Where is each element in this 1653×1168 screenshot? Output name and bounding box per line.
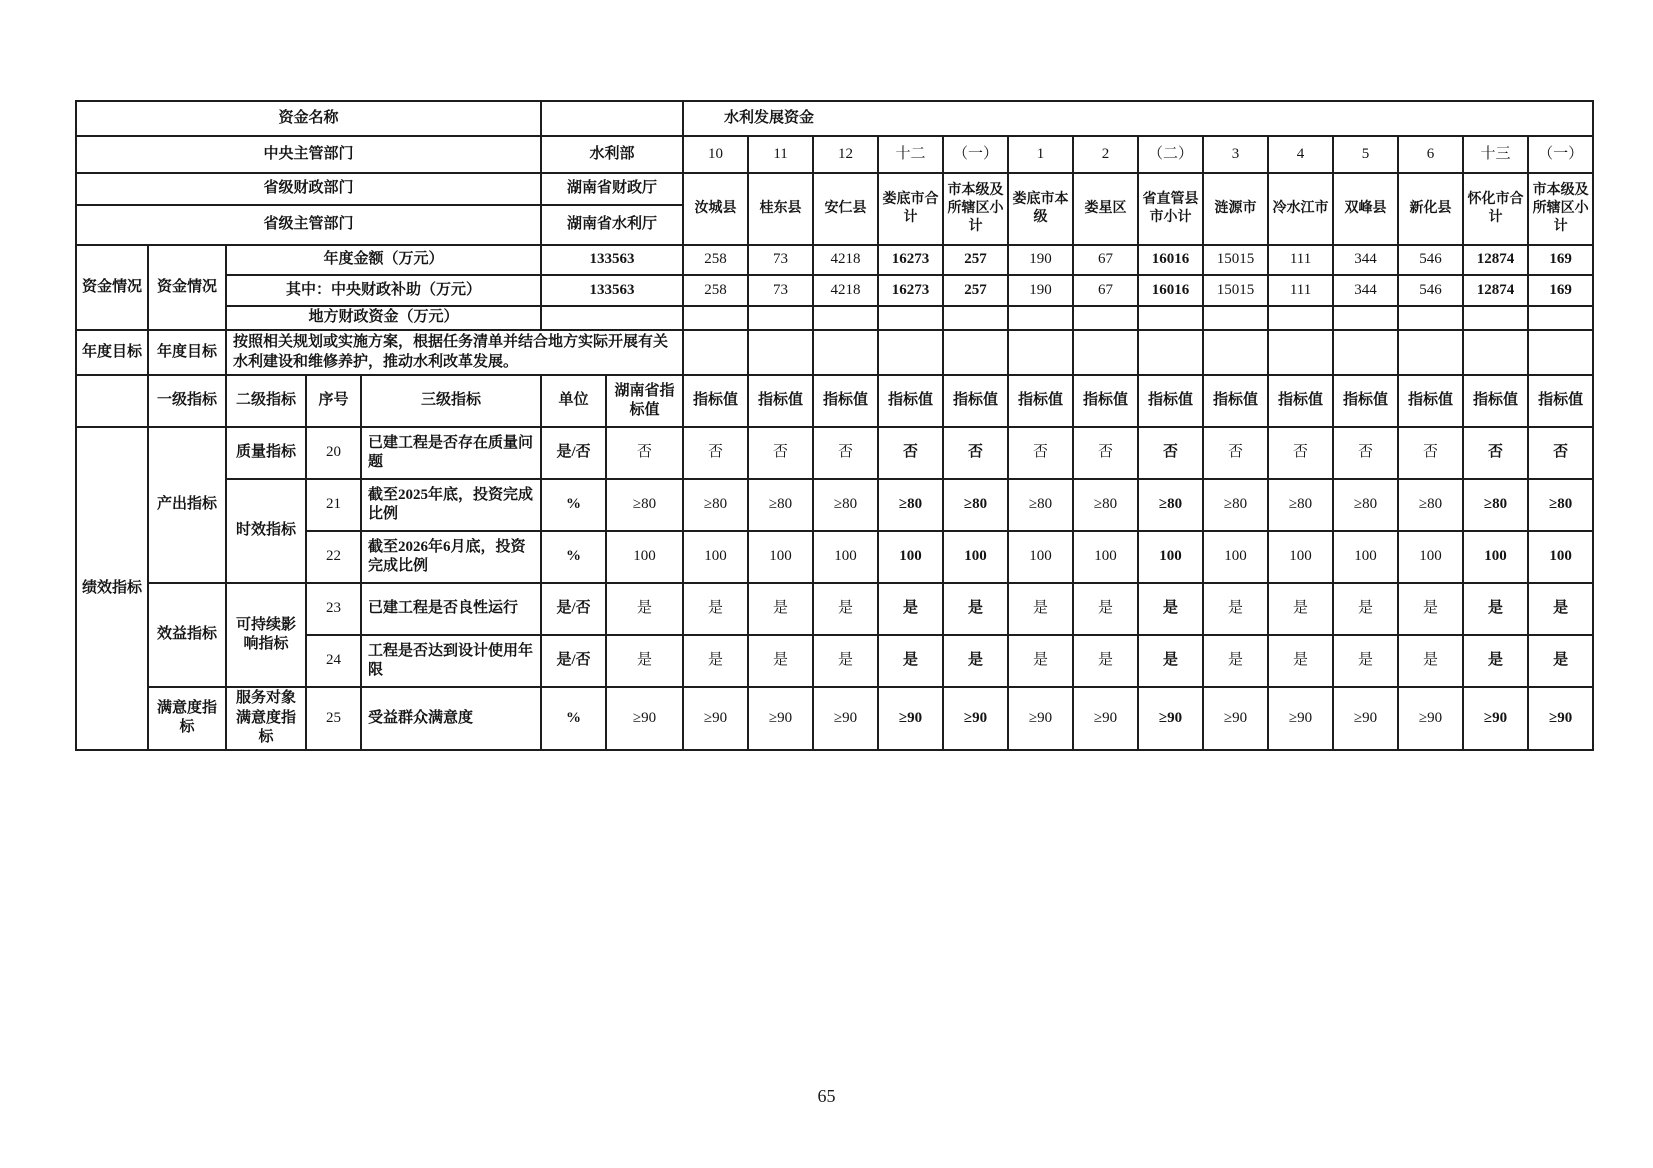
annual-goal-empty-cell — [1463, 330, 1528, 375]
indicator-value-cell: 否 — [1398, 427, 1463, 479]
column-number-cell: 10 — [683, 136, 748, 173]
seq-cell: 22 — [306, 531, 361, 583]
central-subsidy-value-cell: 16273 — [878, 275, 943, 306]
fund-name-spacer — [541, 101, 683, 136]
level2-timeliness-label: 时效指标 — [226, 479, 306, 583]
province-target-value: 否 — [606, 427, 683, 479]
central-subsidy-value-cell: 67 — [1073, 275, 1138, 306]
indicator-value-cell: 100 — [1138, 531, 1203, 583]
local-fund-province-value — [541, 306, 683, 330]
indicator-value-header-cell: 指标值 — [878, 375, 943, 427]
unit-cell: 是/否 — [541, 427, 606, 479]
indicator-value-header-cell: 指标值 — [1463, 375, 1528, 427]
column-number-cell: 2 — [1073, 136, 1138, 173]
province-target-value: ≥80 — [606, 479, 683, 531]
indicator-value-cell: 是 — [1138, 583, 1203, 635]
annual-goal-sub-label: 年度目标 — [148, 330, 226, 375]
indicator-value-cell: ≥90 — [1138, 687, 1203, 750]
indicator-value-cell: 是 — [1268, 583, 1333, 635]
indicator-value-cell: ≥80 — [813, 479, 878, 531]
indicator-value-cell: 是 — [1463, 583, 1528, 635]
central-subsidy-value-cell: 16016 — [1138, 275, 1203, 306]
indicator-value-cell: 是 — [943, 635, 1008, 687]
indicator-value-cell: 是 — [1528, 635, 1593, 687]
indicator-value-cell: 否 — [1008, 427, 1073, 479]
level1-header: 一级指标 — [148, 375, 226, 427]
annual-amount-value-cell: 16273 — [878, 245, 943, 275]
column-number-cell: 6 — [1398, 136, 1463, 173]
unit-cell: 是/否 — [541, 635, 606, 687]
annual-goal-empty-cell — [1138, 330, 1203, 375]
indicator-name: 已建工程是否良性运行 — [361, 583, 541, 635]
indicator-value-cell: 100 — [748, 531, 813, 583]
indicator-value-cell: 是 — [1203, 635, 1268, 687]
indicator-name: 截至2026年6月底，投资完成比例 — [361, 531, 541, 583]
level1-satisfaction-label: 满意度指标 — [148, 687, 226, 750]
indicator-value-cell: ≥80 — [943, 479, 1008, 531]
indicator-value-cell: 100 — [683, 531, 748, 583]
indicator-value-cell: 是 — [748, 635, 813, 687]
indicator-value-cell: ≥90 — [1008, 687, 1073, 750]
prov-finance-label: 省级财政部门 — [76, 173, 541, 205]
annual-goal-empty-cell — [1008, 330, 1073, 375]
indicator-value-cell: 是 — [683, 583, 748, 635]
annual-goal-group-label: 年度目标 — [76, 330, 148, 375]
seq-header: 序号 — [306, 375, 361, 427]
indicator-value-cell: ≥90 — [1203, 687, 1268, 750]
indicator-value-cell: 是 — [1073, 583, 1138, 635]
central-dept-label: 中央主管部门 — [76, 136, 541, 173]
local-fund-value-cell — [1463, 306, 1528, 330]
central-subsidy-value-cell: 169 — [1528, 275, 1593, 306]
level2-service-satisfaction-label: 服务对象满意度指标 — [226, 687, 306, 750]
indicator-value-cell: ≥90 — [1268, 687, 1333, 750]
annual-amount-value-cell: 111 — [1268, 245, 1333, 275]
central-subsidy-value-cell: 73 — [748, 275, 813, 306]
local-fund-value-cell — [1138, 306, 1203, 330]
central-subsidy-value-cell: 257 — [943, 275, 1008, 306]
local-fund-value-cell — [748, 306, 813, 330]
performance-group-label: 绩效指标 — [76, 427, 148, 750]
column-number-cell: 11 — [748, 136, 813, 173]
annual-goal-empty-cell — [943, 330, 1008, 375]
indicator-value-cell: ≥80 — [1073, 479, 1138, 531]
indicator-value-cell: 否 — [1333, 427, 1398, 479]
indicator-name: 已建工程是否存在质量问题 — [361, 427, 541, 479]
level1-output-label: 产出指标 — [148, 427, 226, 583]
indicator-value-cell: ≥90 — [1333, 687, 1398, 750]
indicator-value-cell: ≥90 — [748, 687, 813, 750]
level1-benefit-label: 效益指标 — [148, 583, 226, 687]
prov-dept-label: 省级主管部门 — [76, 205, 541, 245]
province-target-value: 100 — [606, 531, 683, 583]
central-subsidy-province-value: 133563 — [541, 275, 683, 306]
indicator-value-cell: 100 — [1008, 531, 1073, 583]
indicator-value-header-cell: 指标值 — [1398, 375, 1463, 427]
indicator-value-cell: 是 — [683, 635, 748, 687]
annual-goal-empty-cell — [683, 330, 748, 375]
province-target-value: ≥90 — [606, 687, 683, 750]
indicator-value-header-cell: 指标值 — [1008, 375, 1073, 427]
performance-indicator-table — [75, 100, 1594, 751]
funding-group-label: 资金情况 — [76, 245, 148, 330]
local-fund-value-cell — [878, 306, 943, 330]
indicator-value-header-cell: 指标值 — [1268, 375, 1333, 427]
column-name-cell: 市本级及所辖区小计 — [1528, 173, 1593, 245]
indicator-value-cell: 否 — [813, 427, 878, 479]
province-target-value: 是 — [606, 635, 683, 687]
annual-goal-empty-cell — [1268, 330, 1333, 375]
unit-cell: % — [541, 479, 606, 531]
indicator-value-cell: 是 — [813, 583, 878, 635]
column-number-cell: 3 — [1203, 136, 1268, 173]
annual-amount-province-value: 133563 — [541, 245, 683, 275]
indicator-value-cell: ≥80 — [748, 479, 813, 531]
annual-goal-empty-cell — [1398, 330, 1463, 375]
indicator-value-cell: 是 — [1398, 583, 1463, 635]
indicator-value-cell: 是 — [878, 635, 943, 687]
indicator-value-cell: ≥80 — [1463, 479, 1528, 531]
annual-goal-empty-cell — [1203, 330, 1268, 375]
annual-goal-empty-cell — [1073, 330, 1138, 375]
column-name-cell: 冷水江市 — [1268, 173, 1333, 245]
indicator-value-header-cell: 指标值 — [1203, 375, 1268, 427]
column-number-cell: 4 — [1268, 136, 1333, 173]
indicator-value-cell: 100 — [1528, 531, 1593, 583]
central-subsidy-label: 其中：中央财政补助（万元） — [226, 275, 541, 306]
column-name-cell: 汝城县 — [683, 173, 748, 245]
central-subsidy-value-cell: 4218 — [813, 275, 878, 306]
column-name-cell: 安仁县 — [813, 173, 878, 245]
indicator-value-cell: 否 — [878, 427, 943, 479]
indicator-value-cell: 否 — [748, 427, 813, 479]
level2-sustainability-label: 可持续影响指标 — [226, 583, 306, 687]
indicator-value-header-cell: 指标值 — [683, 375, 748, 427]
annual-goal-text: 按照相关规划或实施方案，根据任务清单并结合地方实际开展有关水利建设和维修养护，推动水利改革发展。 — [226, 330, 683, 375]
column-number-cell: 十二 — [878, 136, 943, 173]
indicator-header-spacer — [76, 375, 148, 427]
indicator-value-cell: 是 — [1463, 635, 1528, 687]
column-name-cell: 涟源市 — [1203, 173, 1268, 245]
central-subsidy-value-cell: 15015 — [1203, 275, 1268, 306]
indicator-value-cell: 是 — [1268, 635, 1333, 687]
central-subsidy-value-cell: 111 — [1268, 275, 1333, 306]
indicator-value-header-cell: 指标值 — [1333, 375, 1398, 427]
local-fund-value-cell — [1268, 306, 1333, 330]
indicator-value-cell: ≥80 — [1333, 479, 1398, 531]
indicator-value-cell: ≥90 — [683, 687, 748, 750]
column-number-cell: 1 — [1008, 136, 1073, 173]
indicator-value-cell: 100 — [1203, 531, 1268, 583]
indicator-value-cell: ≥90 — [1073, 687, 1138, 750]
local-fund-value-cell — [1203, 306, 1268, 330]
indicator-value-cell: 是 — [1138, 635, 1203, 687]
province-target-value: 是 — [606, 583, 683, 635]
seq-cell: 23 — [306, 583, 361, 635]
indicator-value-cell: 是 — [813, 635, 878, 687]
indicator-value-cell: 是 — [1333, 583, 1398, 635]
province-target-header: 湖南省指标值 — [606, 375, 683, 427]
indicator-value-cell: 是 — [1528, 583, 1593, 635]
local-fund-label: 地方财政资金（万元） — [226, 306, 541, 330]
seq-cell: 21 — [306, 479, 361, 531]
indicator-value-cell: 是 — [943, 583, 1008, 635]
indicator-value-header-cell: 指标值 — [1138, 375, 1203, 427]
annual-amount-value-cell: 169 — [1528, 245, 1593, 275]
indicator-name: 工程是否达到设计使用年限 — [361, 635, 541, 687]
indicator-value-cell: 是 — [1398, 635, 1463, 687]
central-subsidy-value-cell: 546 — [1398, 275, 1463, 306]
indicator-value-cell: ≥80 — [1138, 479, 1203, 531]
annual-goal-empty-cell — [748, 330, 813, 375]
seq-cell: 20 — [306, 427, 361, 479]
column-number-cell: （一） — [943, 136, 1008, 173]
indicator-value-cell: ≥80 — [1528, 479, 1593, 531]
annual-amount-value-cell: 258 — [683, 245, 748, 275]
central-subsidy-value-cell: 190 — [1008, 275, 1073, 306]
local-fund-value-cell — [1398, 306, 1463, 330]
annual-goal-empty-cell — [878, 330, 943, 375]
indicator-value-cell: 是 — [1008, 635, 1073, 687]
annual-amount-value-cell: 12874 — [1463, 245, 1528, 275]
indicator-value-cell: 是 — [1008, 583, 1073, 635]
indicator-value-cell: 否 — [1138, 427, 1203, 479]
column-name-cell: 桂东县 — [748, 173, 813, 245]
indicator-value-cell: 100 — [1268, 531, 1333, 583]
indicator-value-cell: 否 — [1528, 427, 1593, 479]
annual-goal-empty-cell — [1333, 330, 1398, 375]
column-number-cell: 5 — [1333, 136, 1398, 173]
indicator-value-header-cell: 指标值 — [943, 375, 1008, 427]
prov-finance-value: 湖南省财政厅 — [541, 173, 683, 205]
unit-cell: % — [541, 687, 606, 750]
indicator-value-cell: 是 — [878, 583, 943, 635]
indicator-value-cell: ≥80 — [1203, 479, 1268, 531]
indicator-value-cell: 是 — [1073, 635, 1138, 687]
indicator-value-cell: ≥80 — [1398, 479, 1463, 531]
unit-cell: % — [541, 531, 606, 583]
indicator-value-cell: ≥80 — [683, 479, 748, 531]
annual-amount-value-cell: 344 — [1333, 245, 1398, 275]
indicator-value-cell: ≥80 — [1008, 479, 1073, 531]
local-fund-value-cell — [683, 306, 748, 330]
seq-cell: 25 — [306, 687, 361, 750]
indicator-value-cell: 否 — [1463, 427, 1528, 479]
indicator-value-cell: 100 — [1333, 531, 1398, 583]
fund-name-value: 水利发展资金 — [683, 101, 1593, 136]
annual-amount-value-cell: 546 — [1398, 245, 1463, 275]
column-name-cell: 市本级及所辖区小计 — [943, 173, 1008, 245]
column-name-cell: 省直管县市小计 — [1138, 173, 1203, 245]
indicator-value-cell: 100 — [878, 531, 943, 583]
indicator-value-cell: ≥90 — [1528, 687, 1593, 750]
indicator-name: 截至2025年底，投资完成比例 — [361, 479, 541, 531]
indicator-value-cell: ≥90 — [878, 687, 943, 750]
indicator-value-cell: 否 — [1268, 427, 1333, 479]
central-subsidy-value-cell: 344 — [1333, 275, 1398, 306]
annual-amount-value-cell: 73 — [748, 245, 813, 275]
indicator-value-header-cell: 指标值 — [748, 375, 813, 427]
indicator-value-cell: 否 — [683, 427, 748, 479]
column-name-cell: 怀化市合计 — [1463, 173, 1528, 245]
annual-amount-value-cell: 190 — [1008, 245, 1073, 275]
indicator-value-cell: 100 — [1463, 531, 1528, 583]
annual-amount-label: 年度金额（万元） — [226, 245, 541, 275]
indicator-value-cell: ≥90 — [813, 687, 878, 750]
column-name-cell: 娄星区 — [1073, 173, 1138, 245]
local-fund-value-cell — [813, 306, 878, 330]
indicator-value-cell: ≥90 — [943, 687, 1008, 750]
annual-amount-value-cell: 67 — [1073, 245, 1138, 275]
annual-amount-value-cell: 4218 — [813, 245, 878, 275]
indicator-value-header-cell: 指标值 — [1073, 375, 1138, 427]
indicator-value-cell: ≥90 — [1398, 687, 1463, 750]
column-number-cell: （一） — [1528, 136, 1593, 173]
indicator-value-cell: 100 — [1398, 531, 1463, 583]
indicator-value-cell: 100 — [1073, 531, 1138, 583]
column-name-cell: 娄底市本级 — [1008, 173, 1073, 245]
indicator-value-cell: 是 — [1333, 635, 1398, 687]
indicator-value-cell: ≥80 — [878, 479, 943, 531]
local-fund-value-cell — [1073, 306, 1138, 330]
indicator-value-cell: 100 — [943, 531, 1008, 583]
unit-cell: 是/否 — [541, 583, 606, 635]
local-fund-value-cell — [1333, 306, 1398, 330]
central-dept-value: 水利部 — [541, 136, 683, 173]
indicator-value-cell: ≥80 — [1268, 479, 1333, 531]
column-number-cell: 十三 — [1463, 136, 1528, 173]
indicator-value-cell: 否 — [1203, 427, 1268, 479]
level3-header: 三级指标 — [361, 375, 541, 427]
annual-goal-empty-cell — [813, 330, 878, 375]
indicator-value-header-cell: 指标值 — [813, 375, 878, 427]
indicator-value-cell: 是 — [748, 583, 813, 635]
column-name-cell: 娄底市合计 — [878, 173, 943, 245]
indicator-value-cell: 否 — [943, 427, 1008, 479]
annual-goal-empty-cell — [1528, 330, 1593, 375]
unit-header: 单位 — [541, 375, 606, 427]
column-name-cell: 双峰县 — [1333, 173, 1398, 245]
funding-sub-label: 资金情况 — [148, 245, 226, 330]
level2-quality-label: 质量指标 — [226, 427, 306, 479]
indicator-value-cell: 100 — [813, 531, 878, 583]
annual-amount-value-cell: 15015 — [1203, 245, 1268, 275]
column-name-cell: 新化县 — [1398, 173, 1463, 245]
indicator-value-header-cell: 指标值 — [1528, 375, 1593, 427]
level2-header: 二级指标 — [226, 375, 306, 427]
indicator-value-cell: 否 — [1073, 427, 1138, 479]
prov-dept-value: 湖南省水利厅 — [541, 205, 683, 245]
local-fund-value-cell — [943, 306, 1008, 330]
indicator-value-cell: 是 — [1203, 583, 1268, 635]
page-number: 65 — [817, 1086, 836, 1106]
annual-amount-value-cell: 16016 — [1138, 245, 1203, 275]
column-number-cell: （二） — [1138, 136, 1203, 173]
central-subsidy-value-cell: 12874 — [1463, 275, 1528, 306]
indicator-value-cell: ≥90 — [1463, 687, 1528, 750]
indicator-name: 受益群众满意度 — [361, 687, 541, 750]
local-fund-value-cell — [1008, 306, 1073, 330]
seq-cell: 24 — [306, 635, 361, 687]
annual-amount-value-cell: 257 — [943, 245, 1008, 275]
local-fund-value-cell — [1528, 306, 1593, 330]
central-subsidy-value-cell: 258 — [683, 275, 748, 306]
column-number-cell: 12 — [813, 136, 878, 173]
fund-name-label: 资金名称 — [76, 101, 541, 136]
